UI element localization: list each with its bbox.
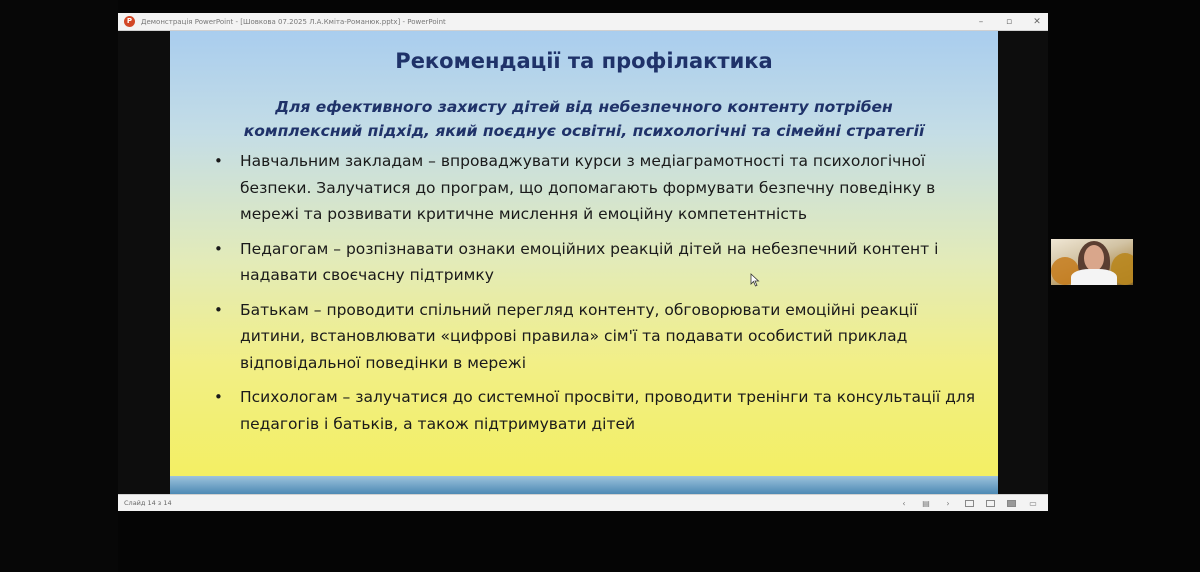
slide-stage	[118, 31, 1048, 494]
slide-canvas[interactable]	[170, 31, 998, 494]
bullet-text: Психологам – залучатися до системної просвіти, проводити тренінги та консультації для педагогів і батьків, а також підтримувати дітей	[240, 388, 976, 433]
bullet-list	[214, 148, 984, 445]
participant-video-thumbnail[interactable]	[1051, 239, 1133, 285]
slide-menu-icon[interactable]: ▤	[922, 498, 930, 508]
window-title: Демонстрація PowerPoint - [Шовкова 07.2025 Л.А.Кміта-Романюк.pptx] - PowerPoint	[141, 17, 446, 26]
status-controls	[899, 495, 1038, 511]
next-slide-icon[interactable]: ›	[946, 498, 950, 508]
previous-slide-icon[interactable]: ‹	[902, 498, 906, 508]
presenter-statusbar	[118, 494, 1048, 511]
bullet-text: Батькам – проводити спільний перегляд контенту, обговорювати емоційні реакції дитини, встановлювати «цифрові правила» сім'ї та подавати особистий приклад відповідальної поведінки в мережі	[240, 300, 918, 372]
maximize-icon[interactable]: ▫	[1005, 16, 1013, 27]
bullet-item	[214, 148, 984, 228]
participant-shirt	[1071, 269, 1117, 285]
bullet-item	[214, 236, 984, 289]
bullet-dot: •	[214, 239, 223, 258]
window-controls	[976, 13, 1042, 30]
powerpoint-app-icon: P	[124, 16, 135, 27]
bullet-text: Педагогам – розпізнавати ознаки емоційних реакцій дітей на небезпечний контент і надавати своєчасну підтримку	[240, 239, 939, 284]
left-dark-margin	[0, 0, 118, 572]
reading-view-icon[interactable]	[1007, 500, 1016, 507]
slide-counter: Слайд 14 з 14	[124, 499, 172, 507]
mouse-cursor-icon	[750, 273, 760, 287]
window-titlebar[interactable]	[118, 13, 1048, 31]
participant-face	[1084, 245, 1104, 271]
slide-sorter-view-icon[interactable]	[986, 500, 995, 507]
bullet-item	[214, 297, 984, 377]
bullet-text: Навчальним закладам – впроваджувати курси з медіаграмотності та психологічної безпеки. Залучатися до програм, що допомагають формувати безпечну поведінку в мережі та розвивати критичне мислення й емоційну компетентність	[240, 152, 936, 223]
powerpoint-presenter-window	[118, 13, 1048, 510]
slide-footer-band	[170, 476, 998, 494]
minimize-icon[interactable]: –	[978, 16, 984, 27]
bullet-item	[214, 384, 984, 437]
slide-subtitle: Для ефективного захисту дітей від небезпечного контенту потрібен комплексний підхід, який поєднує освітні, психологічні та сімейні стратегії	[243, 98, 925, 140]
slideshow-view-icon[interactable]: ▭	[1029, 498, 1037, 508]
bullet-dot: •	[214, 152, 223, 170]
slide-title: Рекомендації та профілактика	[395, 49, 773, 73]
close-icon[interactable]: ✕	[1033, 16, 1041, 27]
bullet-dot: •	[214, 300, 223, 319]
normal-view-icon[interactable]	[965, 500, 974, 507]
bullet-dot: •	[214, 388, 223, 406]
